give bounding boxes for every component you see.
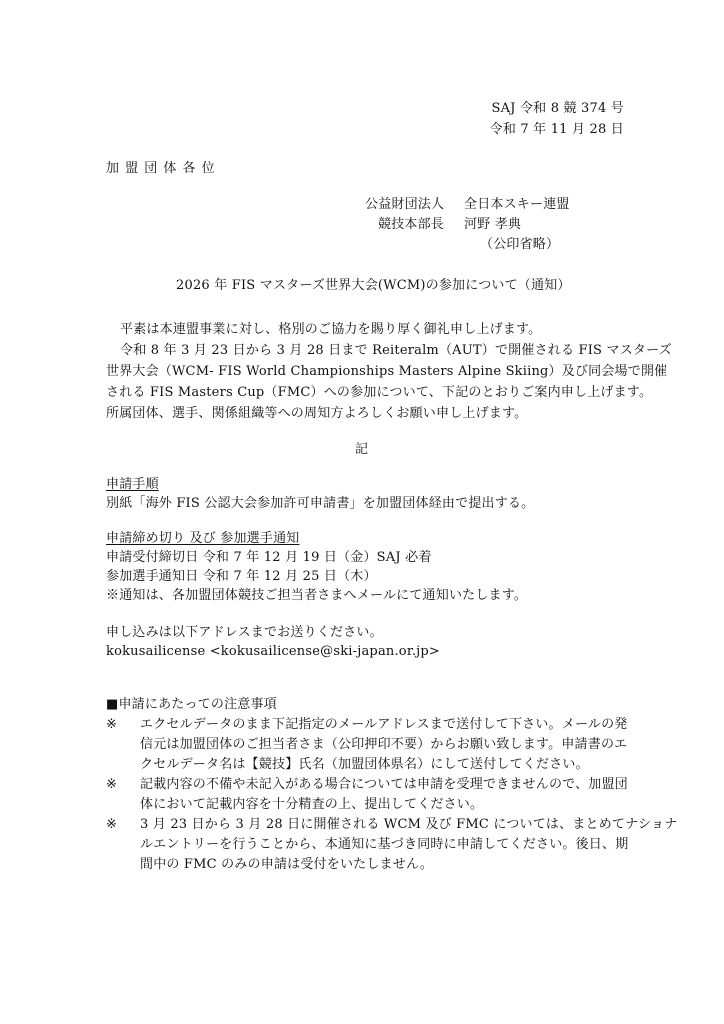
note-2-line-1: 記載内容の不備や未記入がある場合については申請を受理できませんので、加盟団: [140, 777, 628, 792]
seal-note: （公印省略）: [480, 237, 560, 252]
document-title: 2026 年 FIS マスターズ世界大会(WCM)の参加について（通知）: [176, 278, 571, 293]
body-paragraph-2-line-3: される FIS Masters Cup（FMC）への参加について、下記のとおりご案内申し上げます。: [106, 385, 653, 400]
document-date: 令和 7 年 11 月 28 日: [489, 122, 624, 137]
note-1-line-1: エクセルデータのまま下記指定のメールアドレスまで送付して下さい。メールの発: [140, 717, 628, 732]
deadline-line: 申請受付締切日 令和 7 年 12 月 19 日（金）SAJ 必着: [106, 550, 432, 565]
sender-org-type: 公益財団法人: [365, 197, 445, 212]
note-2-mark: ※: [106, 777, 117, 792]
ki-marker: 記: [355, 442, 369, 457]
section-application-text: 別紙「海外 FIS 公認大会参加許可申請書」を加盟団体経由で提出する。: [106, 496, 535, 511]
notes-heading: ■申請にあたっての注意事項: [106, 697, 277, 712]
note-3-line-1: 3 月 23 日から 3 月 28 日に開催される WCM 及び FMC については、まとめてナショナ: [140, 817, 678, 832]
note-1-mark: ※: [106, 717, 117, 732]
addressee: 加 盟 団 体 各 位: [106, 161, 216, 176]
note-2-line-2: 体において記載内容を十分精査の上、提出してください。: [140, 797, 484, 812]
body-paragraph-2-line-1: 令和 8 年 3 月 23 日から 3 月 28 日まで Reiteralm（AUT）で開催される FIS マスターズ: [120, 343, 672, 358]
note-1-line-3: クセルデータ名は【競技】氏名（加盟団体県名）にして送付してください。: [140, 757, 589, 772]
sender-dept-title: 競技本部長: [378, 217, 445, 232]
notification-note: ※通知は、各加盟団体競技ご担当者さまへメールにて通知いたします。: [106, 588, 528, 603]
section-application-heading: 申請手順: [106, 477, 159, 492]
body-paragraph-1: 平素は本連盟事業に対し、格別のご協力を賜り厚く御礼申し上げます。: [120, 322, 542, 337]
sender-person: 河野 孝典: [464, 217, 522, 232]
note-1-line-2: 信元は加盟団体のご担当者さま（公印押印不要）からお願い致します。申請書のエ: [140, 737, 628, 752]
section-deadline-heading: 申請締め切り 及び 参加選手通知: [106, 531, 300, 546]
note-3-mark: ※: [106, 817, 117, 832]
document-number: SAJ 令和 8 競 374 号: [491, 101, 624, 116]
submission-instruction: 申し込みは以下アドレスまでお送りください。: [106, 625, 383, 640]
body-paragraph-2-line-4: 所属団体、選手、関係組織等への周知方よろしくお願い申し上げます。: [106, 406, 528, 421]
submission-email[interactable]: [106, 643, 440, 661]
note-3-line-3: 間中の FMC のみの申請は受付をいたしません。: [140, 857, 434, 872]
email-link[interactable]: kokusailicense <kokusailicense@ski-japan.or.jp>: [106, 644, 440, 659]
note-3-line-2: ルエントリーを行うことから、本通知に基づき同時に申請してください。後日、期: [140, 837, 629, 852]
body-paragraph-2-line-2: 世界大会（WCM- FIS World Championships Masters Alpine Skiing）及び同会場で開催: [106, 364, 668, 379]
notification-date-line: 参加選手通知日 令和 7 年 12 月 25 日（木）: [106, 569, 377, 584]
sender-org-name: 全日本スキー連盟: [464, 197, 570, 212]
